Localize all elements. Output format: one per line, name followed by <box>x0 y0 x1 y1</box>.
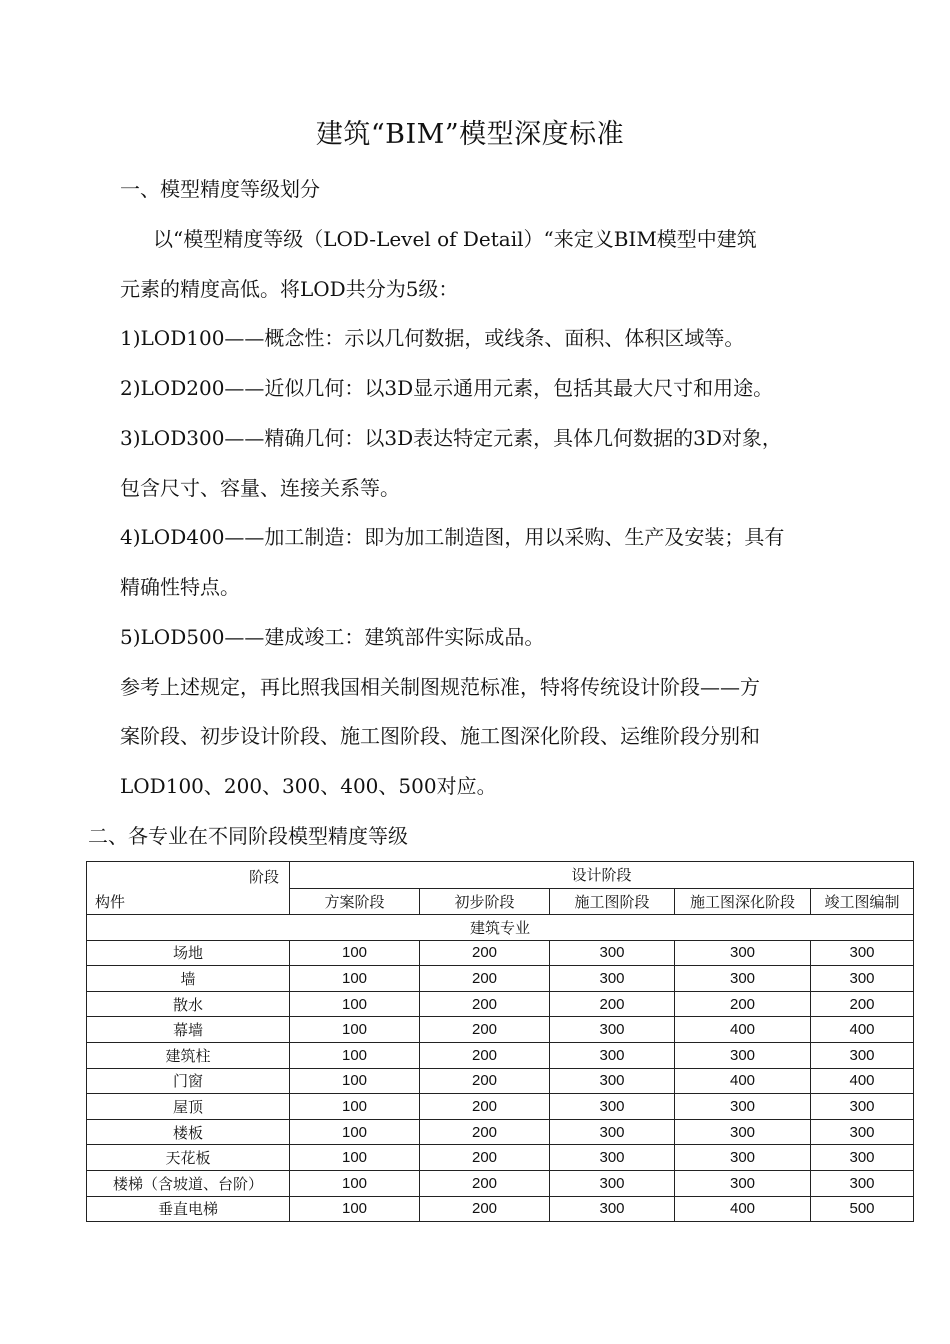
paragraph-line: 案阶段、初步设计阶段、施工图阶段、施工图深化阶段、运维阶段分别和 <box>120 724 760 748</box>
paragraph-line: 5)LOD500——建成竣工：建筑部件实际成品。 <box>120 625 545 649</box>
lod-value: 400 <box>675 1068 811 1094</box>
lod-value: 300 <box>550 1042 675 1068</box>
lod-value: 300 <box>550 1068 675 1094</box>
lod-value: 400 <box>675 1017 811 1043</box>
stage-header: 方案阶段 <box>290 888 420 915</box>
component-name: 楼板 <box>87 1119 290 1145</box>
discipline-row: 建筑专业 <box>87 915 914 941</box>
component-name: 屋顶 <box>87 1094 290 1120</box>
lod-value: 300 <box>550 1196 675 1222</box>
component-name: 门窗 <box>87 1068 290 1094</box>
lod-value: 100 <box>290 1145 420 1171</box>
paragraph-line: 2)LOD200——近似几何：以3D显示通用元素，包括其最大尺寸和用途。 <box>120 376 774 400</box>
lod-value: 100 <box>290 1170 420 1196</box>
lod-value: 100 <box>290 1017 420 1043</box>
component-name: 建筑柱 <box>87 1042 290 1068</box>
paragraph-line: 3)LOD300——精确几何：以3D表达特定元素，具体几何数据的3D对象， <box>120 426 782 450</box>
stage-header: 竣工图编制 <box>811 888 914 915</box>
component-name: 天花板 <box>87 1145 290 1171</box>
lod-value: 300 <box>675 1170 811 1196</box>
paragraph-line: 包含尺寸、容量、连接关系等。 <box>120 476 400 500</box>
lod-value: 200 <box>420 1196 550 1222</box>
paragraph-line: 精确性特点。 <box>120 575 240 599</box>
lod-value: 100 <box>290 940 420 966</box>
paragraph-line: 以“模型精度等级（LOD-Level of Detail）“来定义BIM模型中建筑 <box>153 227 757 251</box>
paragraph-line: 元素的精度高低。将LOD共分为5级： <box>120 277 459 301</box>
lod-value: 300 <box>550 940 675 966</box>
stage-header: 施工图深化阶段 <box>675 888 811 915</box>
lod-value: 500 <box>811 1196 914 1222</box>
lod-table <box>86 861 914 1222</box>
component-name: 场地 <box>87 940 290 966</box>
lod-value: 400 <box>811 1068 914 1094</box>
paragraph-line: 4)LOD400——加工制造：即为加工制造图，用以采购、生产及安装；具有 <box>120 525 785 549</box>
lod-value: 200 <box>420 940 550 966</box>
lod-value: 300 <box>675 1119 811 1145</box>
table-row <box>87 1017 914 1043</box>
lod-value: 200 <box>420 966 550 992</box>
component-name: 垂直电梯 <box>87 1196 290 1222</box>
section-heading-2: 二、各专业在不同阶段模型精度等级 <box>88 824 408 848</box>
table-row <box>87 1068 914 1094</box>
lod-value: 200 <box>420 1145 550 1171</box>
lod-value: 300 <box>811 940 914 966</box>
component-name: 幕墙 <box>87 1017 290 1043</box>
corner-stage-label: 阶段 <box>248 868 279 886</box>
lod-value: 100 <box>290 966 420 992</box>
table-row <box>87 1094 914 1120</box>
section-heading-1: 一、模型精度等级划分 <box>120 177 320 201</box>
lod-value: 200 <box>550 991 675 1017</box>
page-title: 建筑“BIM”模型深度标准 <box>315 119 625 150</box>
paragraph-line: LOD100、200、300、400、500对应。 <box>120 774 497 798</box>
component-name: 墙 <box>87 966 290 992</box>
lod-value: 300 <box>550 1145 675 1171</box>
lod-value: 300 <box>811 1145 914 1171</box>
lod-value: 100 <box>290 1068 420 1094</box>
lod-value: 200 <box>675 991 811 1017</box>
lod-value: 300 <box>811 966 914 992</box>
lod-value: 300 <box>811 1042 914 1068</box>
table-row <box>87 991 914 1017</box>
lod-value: 300 <box>550 1017 675 1043</box>
stage-header: 施工图阶段 <box>550 888 675 915</box>
lod-value: 200 <box>420 1170 550 1196</box>
corner-component-label: 构件 <box>95 893 126 911</box>
table-row <box>87 1042 914 1068</box>
lod-value: 300 <box>811 1170 914 1196</box>
lod-value: 300 <box>675 966 811 992</box>
table-row <box>87 1170 914 1196</box>
lod-value: 300 <box>675 1145 811 1171</box>
lod-value: 100 <box>290 991 420 1017</box>
table-corner-cell <box>87 862 290 915</box>
lod-value: 300 <box>811 1119 914 1145</box>
stage-header: 初步阶段 <box>420 888 550 915</box>
lod-value: 200 <box>420 1068 550 1094</box>
table-row <box>87 1145 914 1171</box>
lod-value: 200 <box>420 1017 550 1043</box>
paragraph-line: 参考上述规定，再比照我国相关制图规范标准，特将传统设计阶段——方 <box>120 675 760 699</box>
lod-value: 300 <box>550 966 675 992</box>
lod-value: 200 <box>420 1094 550 1120</box>
lod-value: 400 <box>675 1196 811 1222</box>
lod-value: 100 <box>290 1094 420 1120</box>
lod-value: 300 <box>550 1170 675 1196</box>
lod-value: 100 <box>290 1119 420 1145</box>
lod-value: 300 <box>550 1119 675 1145</box>
table-row <box>87 1119 914 1145</box>
table-row <box>87 966 914 992</box>
lod-value: 200 <box>420 991 550 1017</box>
component-name: 散水 <box>87 991 290 1017</box>
table-row <box>87 940 914 966</box>
lod-value: 300 <box>675 940 811 966</box>
lod-value: 200 <box>811 991 914 1017</box>
table-row <box>87 1196 914 1222</box>
lod-value: 100 <box>290 1042 420 1068</box>
lod-value: 200 <box>420 1119 550 1145</box>
lod-value: 100 <box>290 1196 420 1222</box>
lod-value: 300 <box>550 1094 675 1120</box>
lod-value: 300 <box>675 1042 811 1068</box>
lod-value: 200 <box>420 1042 550 1068</box>
component-name: 楼梯（含坡道、台阶） <box>87 1170 290 1196</box>
lod-value: 400 <box>811 1017 914 1043</box>
lod-value: 300 <box>811 1094 914 1120</box>
lod-value: 300 <box>675 1094 811 1120</box>
group-header: 设计阶段 <box>290 862 914 889</box>
paragraph-line: 1)LOD100——概念性：示以几何数据，或线条、面积、体积区域等。 <box>120 326 745 350</box>
